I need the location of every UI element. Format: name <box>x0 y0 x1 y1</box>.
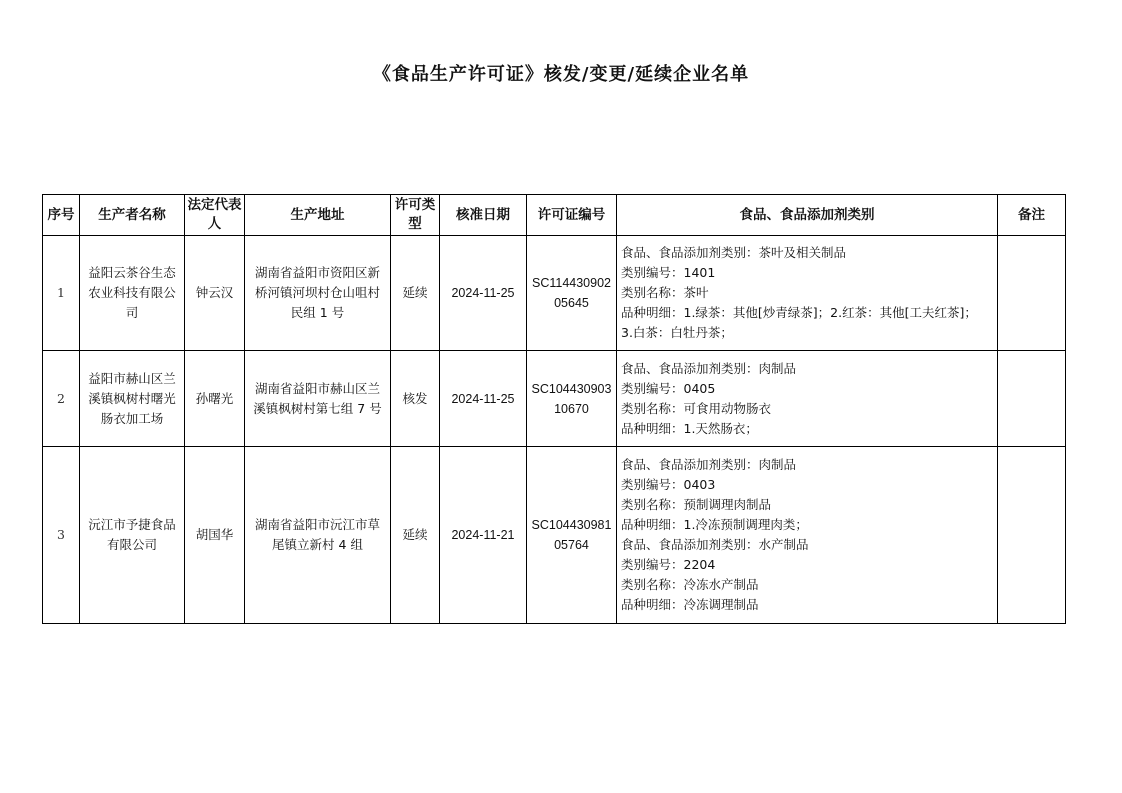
header-address: 生产地址 <box>245 195 391 236</box>
cell-remarks <box>998 351 1066 447</box>
cell-producer: 益阳云茶谷生态农业科技有限公司 <box>80 236 185 351</box>
table-row <box>43 351 1066 447</box>
category-line: 类别名称：冷冻水产制品 <box>621 577 759 592</box>
category-line: 类别编号：0403 <box>621 477 716 492</box>
category-line: 类别编号：0405 <box>621 380 716 396</box>
cell-seq: 2 <box>43 351 80 447</box>
category-line: 类别编号：1401 <box>621 265 716 280</box>
cell-approval-date: 2024-11-21 <box>440 447 527 624</box>
cell-producer: 益阳市赫山区兰溪镇枫树村曙光肠衣加工场 <box>80 351 185 447</box>
header-license-type: 许可类型 <box>391 195 440 236</box>
cell-address: 湖南省益阳市资阳区新桥河镇河坝村仓山咀村民组 1 号 <box>245 236 391 351</box>
table-row <box>43 447 1066 624</box>
cell-address: 湖南省益阳市赫山区兰溪镇枫树村第七组 7 号 <box>245 351 391 447</box>
category-line: 品种明细：1.冷冻预制调理肉类； <box>621 517 808 532</box>
header-approval-date: 核准日期 <box>440 195 527 236</box>
header-seq: 序号 <box>43 195 80 236</box>
cell-remarks <box>998 447 1066 624</box>
category-line: 食品、食品添加剂类别：茶叶及相关制品 <box>621 245 847 260</box>
category-line: 食品、食品添加剂类别：肉制品 <box>621 457 797 472</box>
category-line: 品种明细：1.绿茶：其他[炒青绿茶]；2.红茶：其他[工夫红茶]； <box>621 305 977 320</box>
category-line: 类别名称：预制调理肉制品 <box>621 497 772 512</box>
table-row <box>43 236 1066 351</box>
category-line: 类别编号：2204 <box>621 557 716 572</box>
cell-categories <box>617 351 998 447</box>
cell-categories <box>617 447 998 624</box>
cell-license-type: 延续 <box>391 447 440 624</box>
category-line: 品种明细：冷冻调理制品 <box>621 597 759 612</box>
category-line: 食品、食品添加剂类别：肉制品 <box>621 360 797 376</box>
document-title: 《食品生产许可证》核发/变更/延续企业名单 <box>372 64 750 85</box>
cell-license-no: SC10443098105764 <box>527 447 617 624</box>
cell-remarks <box>998 236 1066 351</box>
header-producer: 生产者名称 <box>80 195 185 236</box>
cell-producer: 沅江市予捷食品有限公司 <box>80 447 185 624</box>
header-license-no: 许可证编号 <box>527 195 617 236</box>
license-table <box>42 194 1066 624</box>
cell-legal-rep: 钟云汉 <box>185 236 245 351</box>
cell-approval-date: 2024-11-25 <box>440 351 527 447</box>
header-remarks: 备注 <box>998 195 1066 236</box>
cell-address: 湖南省益阳市沅江市草尾镇立新村 4 组 <box>245 447 391 624</box>
cell-legal-rep: 胡国华 <box>185 447 245 624</box>
category-line: 类别名称：可食用动物肠衣 <box>621 400 772 416</box>
cell-legal-rep: 孙曙光 <box>185 351 245 447</box>
cell-approval-date: 2024-11-25 <box>440 236 527 351</box>
cell-seq: 3 <box>43 447 80 624</box>
category-line: 食品、食品添加剂类别：水产制品 <box>621 537 809 552</box>
header-legal-rep: 法定代表人 <box>185 195 245 236</box>
header-categories: 食品、食品添加剂类别 <box>617 195 998 236</box>
cell-license-no: SC11443090205645 <box>527 236 617 351</box>
cell-categories <box>617 236 998 351</box>
cell-license-no: SC10443090310670 <box>527 351 617 447</box>
cell-license-type: 延续 <box>391 236 440 351</box>
cell-seq: 1 <box>43 236 80 351</box>
category-line: 品种明细：1.天然肠衣； <box>621 420 758 436</box>
cell-license-type: 核发 <box>391 351 440 447</box>
category-line: 3.白茶：白牡丹茶； <box>621 325 733 340</box>
table-header-row <box>43 195 1066 236</box>
category-line: 类别名称：茶叶 <box>621 285 709 300</box>
